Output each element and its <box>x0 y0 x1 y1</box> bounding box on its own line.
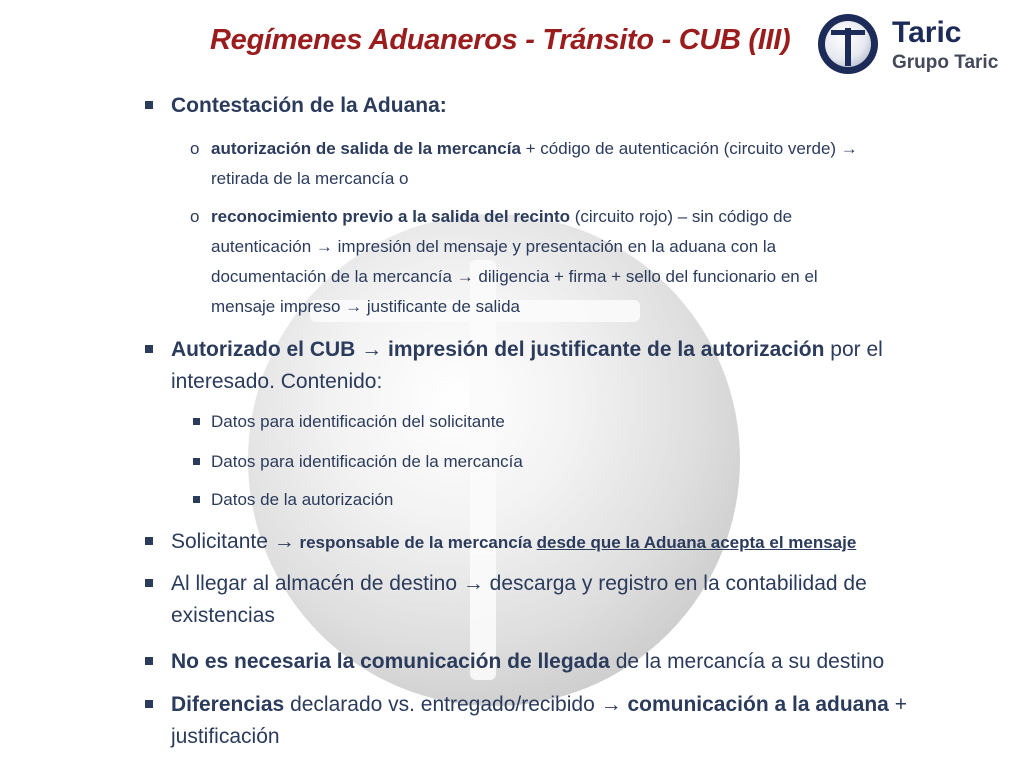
bullet-llegada <box>171 646 884 677</box>
subitem-bold: reconocimiento previo a la salida del recinto <box>211 207 571 226</box>
bullet-bold: responsable de la mercancía <box>294 533 537 552</box>
bullet-autorizado <box>171 334 883 365</box>
arrow-right-icon: → <box>345 297 363 316</box>
bullet-bold: No es necesaria la comunicación de llegada <box>171 650 610 673</box>
arrow-right-icon: → <box>462 572 484 595</box>
arrow-right-icon: → <box>273 530 295 553</box>
bullet-text: por el <box>824 338 883 361</box>
bullet-square-icon <box>145 700 153 708</box>
subitem-text: impresión del mensaje y presentación en la aduana con la <box>332 237 777 256</box>
bullet-text: Al llegar al almacén de destino <box>171 572 463 595</box>
bullet-text: + <box>888 693 907 716</box>
bullet-bold: comunicación a la aduana <box>621 693 889 716</box>
bullet-square-icon <box>145 579 153 587</box>
subitem-reconocimiento-line3 <box>211 262 818 292</box>
arrow-right-icon: → <box>600 693 622 716</box>
small-bullet-icon <box>193 418 200 425</box>
subitem-text: documentación de la mercancía <box>211 267 457 286</box>
arrow-right-icon: → <box>315 237 333 256</box>
bullet-text: declarado vs. entregado/recibido <box>284 693 601 716</box>
subitem-text: diligencia + firma + sello del funcionario en el <box>473 267 818 286</box>
subitem-autorizacion-salida-line2: retirada de la mercancía o <box>211 169 409 188</box>
list-item: Datos para identificación del solicitante <box>211 412 505 431</box>
small-bullet-icon <box>193 458 200 465</box>
subitem-text: + código de autenticación (circuito verde) <box>520 139 841 158</box>
subitem-text: autenticación <box>211 237 316 256</box>
bullet-square-icon <box>145 345 153 353</box>
list-item: Datos de la autorización <box>211 490 394 509</box>
small-bullet-icon <box>193 496 200 503</box>
logo-name: Taric <box>892 16 962 49</box>
bullet-solicitante <box>171 526 856 558</box>
subitem-text: justificante de salida <box>362 297 520 316</box>
bullet-square-icon <box>145 657 153 665</box>
arrow-right-icon: → <box>840 139 858 158</box>
logo-group: Grupo Taric <box>892 52 999 73</box>
bullet-bold: impresión del justificante de la autorización <box>382 338 825 361</box>
bullet-bold: Autorizado el CUB <box>171 338 362 361</box>
arrow-right-icon: → <box>456 267 474 286</box>
bullet-square-icon <box>145 537 153 545</box>
bullet-underlined: desde que la Aduana acepta el mensaje <box>536 533 857 552</box>
bullet-diferencias <box>171 689 907 720</box>
bullet-text: Contestación de la Aduana: <box>171 94 447 117</box>
bullet-almacen-line2: existencias <box>171 604 275 627</box>
subitem-reconocimiento-line2 <box>211 232 776 262</box>
subitem-text: mensaje impreso <box>211 297 346 316</box>
bullet-almacen <box>171 568 867 599</box>
circle-bullet-icon: o <box>190 139 200 158</box>
bullet-autorizado-line2: interesado. Contenido: <box>171 370 383 393</box>
bullet-text: de la mercancía a su destino <box>609 650 885 673</box>
bullet-text: Solicitante <box>171 530 274 553</box>
bullet-bold: Diferencias <box>171 693 285 716</box>
list-item: Datos para identificación de la mercancía <box>211 452 523 471</box>
subitem-bold: autorización de salida de la mercancía <box>211 139 521 158</box>
slide-title: Regímenes Aduaneros - Tránsito - CUB (III) <box>210 24 791 56</box>
circle-bullet-icon: o <box>190 207 200 226</box>
bullet-contestacion <box>171 90 447 121</box>
bullet-text: descarga y registro en la contabilidad de <box>483 572 867 595</box>
bullet-diferencias-line2: justificación <box>171 725 280 748</box>
arrow-right-icon: → <box>361 338 383 361</box>
subitem-reconocimiento-line4 <box>211 292 520 322</box>
bullet-square-icon <box>145 101 153 109</box>
subitem-text: (circuito rojo) – sin código de <box>570 207 793 226</box>
subitem-reconocimiento <box>211 202 792 232</box>
subitem-autorizacion-salida <box>211 134 971 164</box>
